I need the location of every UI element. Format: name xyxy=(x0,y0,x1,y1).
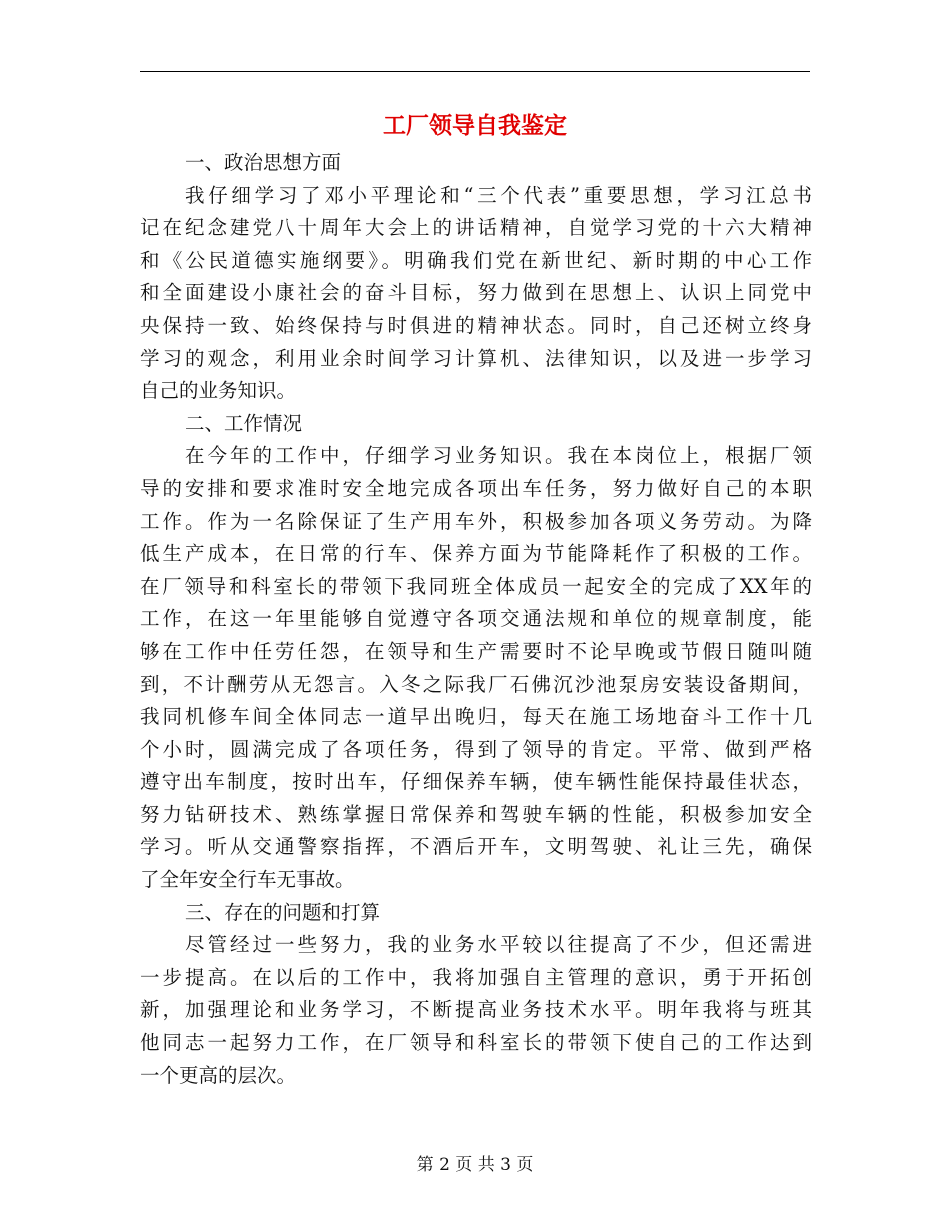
body-text-line: 到，不计酬劳从无怨言。入冬之际我厂石佛沉沙池泵房安装设备期间， xyxy=(140,672,812,696)
section-heading: 三、存在的问题和打算 xyxy=(185,900,381,924)
body-text-line: 和全面建设小康社会的奋斗目标，努力做到在思想上、认识上同党中 xyxy=(140,281,812,305)
body-text-line: 记在纪念建党八十周年大会上的讲话精神，自觉学习党的十六大精神 xyxy=(140,216,812,240)
body-text-line: 和《公民道德实施纲要》。明确我们党在新世纪、新时期的中心工作 xyxy=(140,248,812,272)
document-body xyxy=(140,147,812,1092)
body-text-line: 学习。听从交通警察指挥，不酒后开车，文明驾驶、礼让三先，确保 xyxy=(140,835,812,859)
body-text-line: 工作，在这一年里能够自觉遵守各项交通法规和单位的规章制度，能 xyxy=(140,607,812,631)
body-text-line: 学习的观念，利用业余时间学习计算机、法律知识，以及进一步学习 xyxy=(140,346,812,370)
section-heading: 一、政治思想方面 xyxy=(185,151,342,174)
body-text-line: 努力钻研技术、熟练掌握日常保养和驾驶车辆的性能，积极参加安全 xyxy=(140,802,812,826)
body-text-line: 导的安排和要求准时安全地完成各项出车任务，努力做好自己的本职 xyxy=(140,476,812,500)
body-text-line: 自己的业务知识。 xyxy=(140,379,297,403)
body-text-line: 了全年安全行车无事故。 xyxy=(140,868,355,892)
body-text-line: 个小时，圆满完成了各项任务，得到了领导的肯定。平常、做到严格 xyxy=(140,737,812,761)
body-text-line: 在今年的工作中，仔细学习业务知识。我在本岗位上，根据厂领 xyxy=(185,444,812,468)
body-text-line: 工作。作为一名除保证了生产用车外，积极参加各项义务劳动。为降 xyxy=(140,509,812,533)
document-title: 工厂领导自我鉴定 xyxy=(383,113,567,139)
body-text-line: 一个更高的层次。 xyxy=(140,1063,297,1087)
page-number: 第 2 页 共 3 页 xyxy=(416,1155,534,1175)
body-text-line: 遵守出车制度，按时出车，仔细保养车辆，使车辆性能保持最佳状态， xyxy=(140,770,812,794)
body-text-line: 尽管经过一些努力，我的业务水平较以往提高了不少，但还需进 xyxy=(185,933,812,957)
body-text-line: 新，加强理论和业务学习，不断提高业务技术水平。明年我将与班其 xyxy=(140,998,812,1022)
section-heading: 二、工作情况 xyxy=(185,411,303,435)
body-text-line: 够在工作中任劳任怨，在领导和生产需要时不论早晚或节假日随叫随 xyxy=(140,639,812,663)
header-rule xyxy=(140,71,810,72)
body-text-line: 他同志一起努力工作，在厂领导和科室长的带领下使自己的工作达到 xyxy=(140,1031,812,1055)
body-text-line: 一步提高。在以后的工作中，我将加强自主管理的意识，勇于开拓创 xyxy=(140,965,812,989)
body-text-line: 在厂领导和科室长的带领下我同班全体成员一起安全的完成了XX年的 xyxy=(140,574,812,598)
body-text-line: 我仔细学习了邓小平理论和“三个代表”重要思想，学习江总书 xyxy=(185,183,812,207)
body-text-line: 央保持一致、始终保持与时俱进的精神状态。同时，自己还树立终身 xyxy=(140,313,812,337)
body-text-line: 低生产成本，在日常的行车、保养方面为节能降耗作了积极的工作。 xyxy=(140,542,812,566)
body-text-line: 我同机修车间全体同志一道早出晚归，每天在施工场地奋斗工作十几 xyxy=(140,705,812,729)
